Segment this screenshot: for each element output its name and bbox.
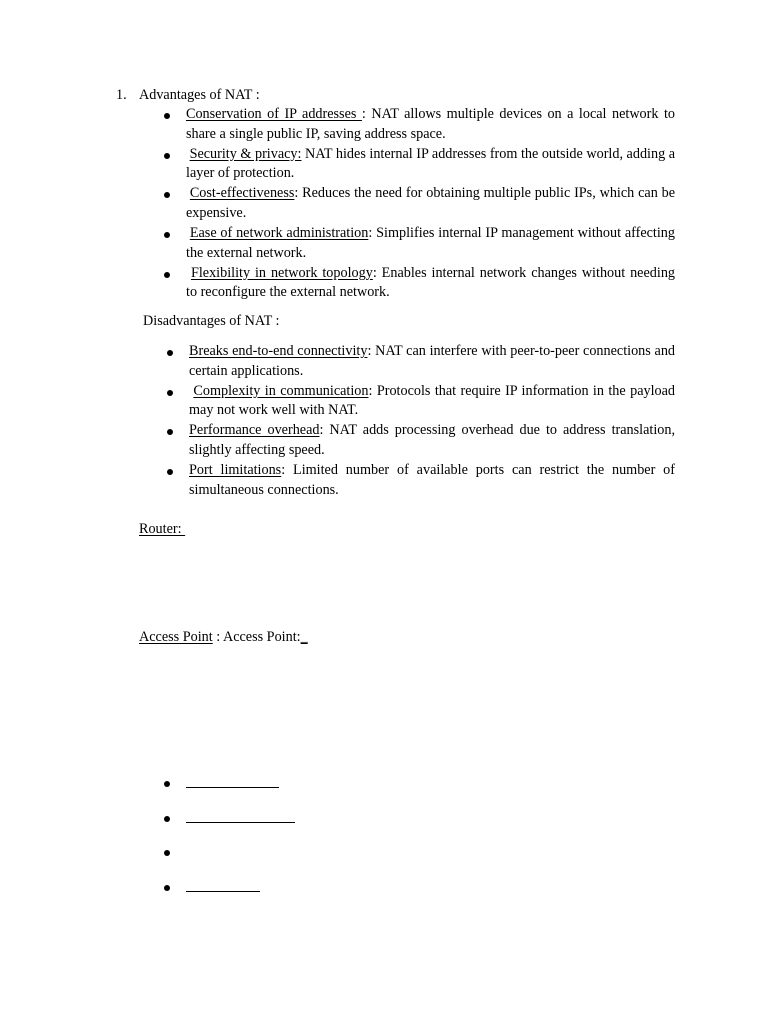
blank-item <box>186 842 486 877</box>
advantage-item <box>186 184 675 223</box>
bullet-icon <box>164 850 170 856</box>
advantage-item <box>186 264 675 303</box>
bullet-icon <box>167 469 173 475</box>
advantage-item <box>186 224 675 263</box>
bullet-icon <box>164 232 170 238</box>
access-point-trail: _ <box>300 629 308 645</box>
advantages-heading-text: Advantages of NAT : <box>139 87 260 103</box>
disadvantage-item <box>189 382 675 421</box>
access-point-heading <box>139 628 308 648</box>
advantage-term: Ease of network administration <box>189 225 369 242</box>
advantage-text: : Simplifies internal IP management without affecting the external network. <box>186 225 675 261</box>
advantage-term: Cost-effectiveness <box>189 185 295 202</box>
advantage-term: Flexibility in network topology <box>190 264 373 281</box>
bullet-icon <box>164 192 170 198</box>
router-label: Router: <box>139 521 186 537</box>
access-point-middle: : Access Point: <box>212 629 301 645</box>
advantage-item <box>186 105 675 144</box>
advantage-text: : Enables internal network changes without needing to reconfigure the external network. <box>186 264 676 301</box>
blank-line <box>186 773 279 788</box>
blank-line <box>186 877 260 892</box>
blank-list <box>186 773 486 911</box>
disadvantage-term: Performance overhead <box>189 422 320 439</box>
bullet-icon <box>167 429 173 435</box>
advantage-term: Conservation of IP addresses <box>186 106 362 122</box>
bullet-icon <box>164 272 170 278</box>
blank-item <box>186 877 486 912</box>
advantage-text: : NAT allows multiple devices on a local network to share a single public IP, saving address space. <box>186 106 675 142</box>
disadvantage-term: Port limitations <box>189 462 282 479</box>
advantage-text: : Reduces the need for obtaining multiple public IPs, which can be expensive. <box>186 185 676 221</box>
bullet-icon <box>164 113 170 119</box>
advantage-text: NAT hides internal IP addresses from the outside world, adding a layer of protection. <box>186 145 676 182</box>
list-number: 1. <box>116 87 127 103</box>
bullet-icon <box>167 350 173 356</box>
disadvantage-text: : NAT adds processing overhead due to address translation, slightly affecting speed. <box>189 422 676 458</box>
bullet-icon <box>164 816 170 822</box>
access-point-label: Access Point <box>139 629 213 645</box>
disadvantage-item <box>189 421 675 460</box>
bullet-icon <box>164 153 170 159</box>
advantages-list <box>186 105 675 303</box>
bullet-icon <box>164 781 170 787</box>
disadvantage-item <box>189 461 675 500</box>
blank-line <box>186 808 295 823</box>
disadvantage-term: Breaks end-to-end connectivity <box>189 343 368 359</box>
bullet-icon <box>164 885 170 891</box>
advantage-term: Security & privacy: <box>189 145 302 162</box>
blank-item <box>186 773 486 808</box>
disadvantage-text: : NAT can interfere with peer-to-peer connections and certain applications. <box>189 343 676 379</box>
disadvantages-list <box>189 342 675 501</box>
blank-item <box>186 808 486 843</box>
disadvantage-text: : Limited number of available ports can restrict the number of simultaneous connections. <box>189 462 676 498</box>
disadvantages-heading: Disadvantages of NAT : <box>143 313 280 329</box>
advantages-heading <box>116 86 260 106</box>
advantage-item <box>186 145 675 184</box>
router-heading <box>139 520 185 540</box>
disadvantage-term: Complexity in communication <box>193 382 369 399</box>
disadvantage-item <box>189 342 675 381</box>
bullet-icon <box>167 390 173 396</box>
disadvantage-text: : Protocols that require IP information in the payload may not work well with NAT. <box>189 382 676 419</box>
